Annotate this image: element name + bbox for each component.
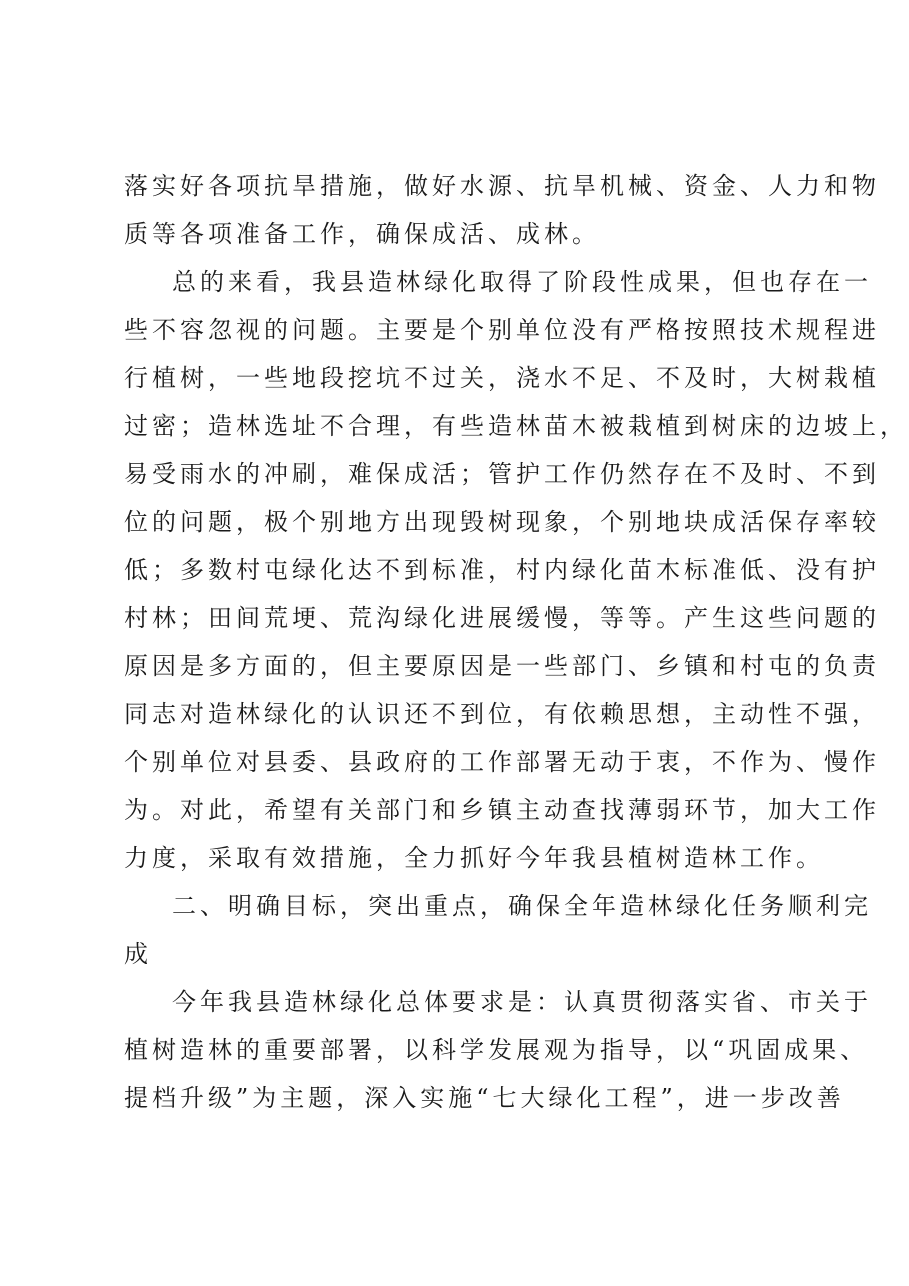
text-line: 低；多数村屯绿化达不到标准，村内绿化苗木标准低、没有护 bbox=[124, 556, 880, 584]
text-line: 力度，采取有效措施，全力抓好今年我县植树造林工作。 bbox=[124, 844, 824, 872]
text-line: 村林；田间荒埂、荒沟绿化进展缓慢，等等。产生这些问题的 bbox=[124, 604, 880, 632]
text-line: 个别单位对县委、县政府的工作部署无动于衷，不作为、慢作 bbox=[124, 748, 880, 776]
text-line: 些不容忽视的问题。主要是个别单位没有严格按照技术规程进 bbox=[124, 316, 880, 344]
text-line: 同志对造林绿化的认识还不到位，有依赖思想，主动性不强， bbox=[124, 700, 880, 728]
section-heading-line: 成 bbox=[124, 940, 152, 968]
text-line: 植树造林的重要部署，以科学发展观为指导，以“巩固成果、 bbox=[124, 1036, 869, 1064]
text-line: 提档升级”为主题，深入实施“七大绿化工程”，进一步改善 bbox=[124, 1084, 845, 1112]
section-heading-line: 二、明确目标，突出重点，确保全年造林绿化任务顺利完 bbox=[172, 892, 872, 920]
text-line: 为。对此，希望有关部门和乡镇主动查找薄弱环节，加大工作 bbox=[124, 796, 880, 824]
text-line: 落实好各项抗旱措施，做好水源、抗旱机械、资金、人力和物 bbox=[124, 172, 880, 200]
text-line: 质等各项准备工作，确保成活、成林。 bbox=[124, 220, 600, 248]
text-line: 过密；造林选址不合理，有些造林苗木被栽植到树床的边坡上， bbox=[124, 412, 908, 440]
paragraph-start-line: 今年我县造林绿化总体要求是：认真贯彻落实省、市关于 bbox=[172, 988, 872, 1016]
text-line: 原因是多方面的，但主要原因是一些部门、乡镇和村屯的负责 bbox=[124, 652, 880, 680]
text-line: 行植树，一些地段挖坑不过关，浇水不足、不及时，大树栽植 bbox=[124, 364, 880, 392]
text-line: 易受雨水的冲刷，难保成活；管护工作仍然存在不及时、不到 bbox=[124, 460, 880, 488]
document-body bbox=[124, 162, 908, 1122]
text-line: 位的问题，极个别地方出现毁树现象，个别地块成活保存率较 bbox=[124, 508, 880, 536]
paragraph-start-line: 总的来看，我县造林绿化取得了阶段性成果，但也存在一 bbox=[172, 268, 872, 296]
